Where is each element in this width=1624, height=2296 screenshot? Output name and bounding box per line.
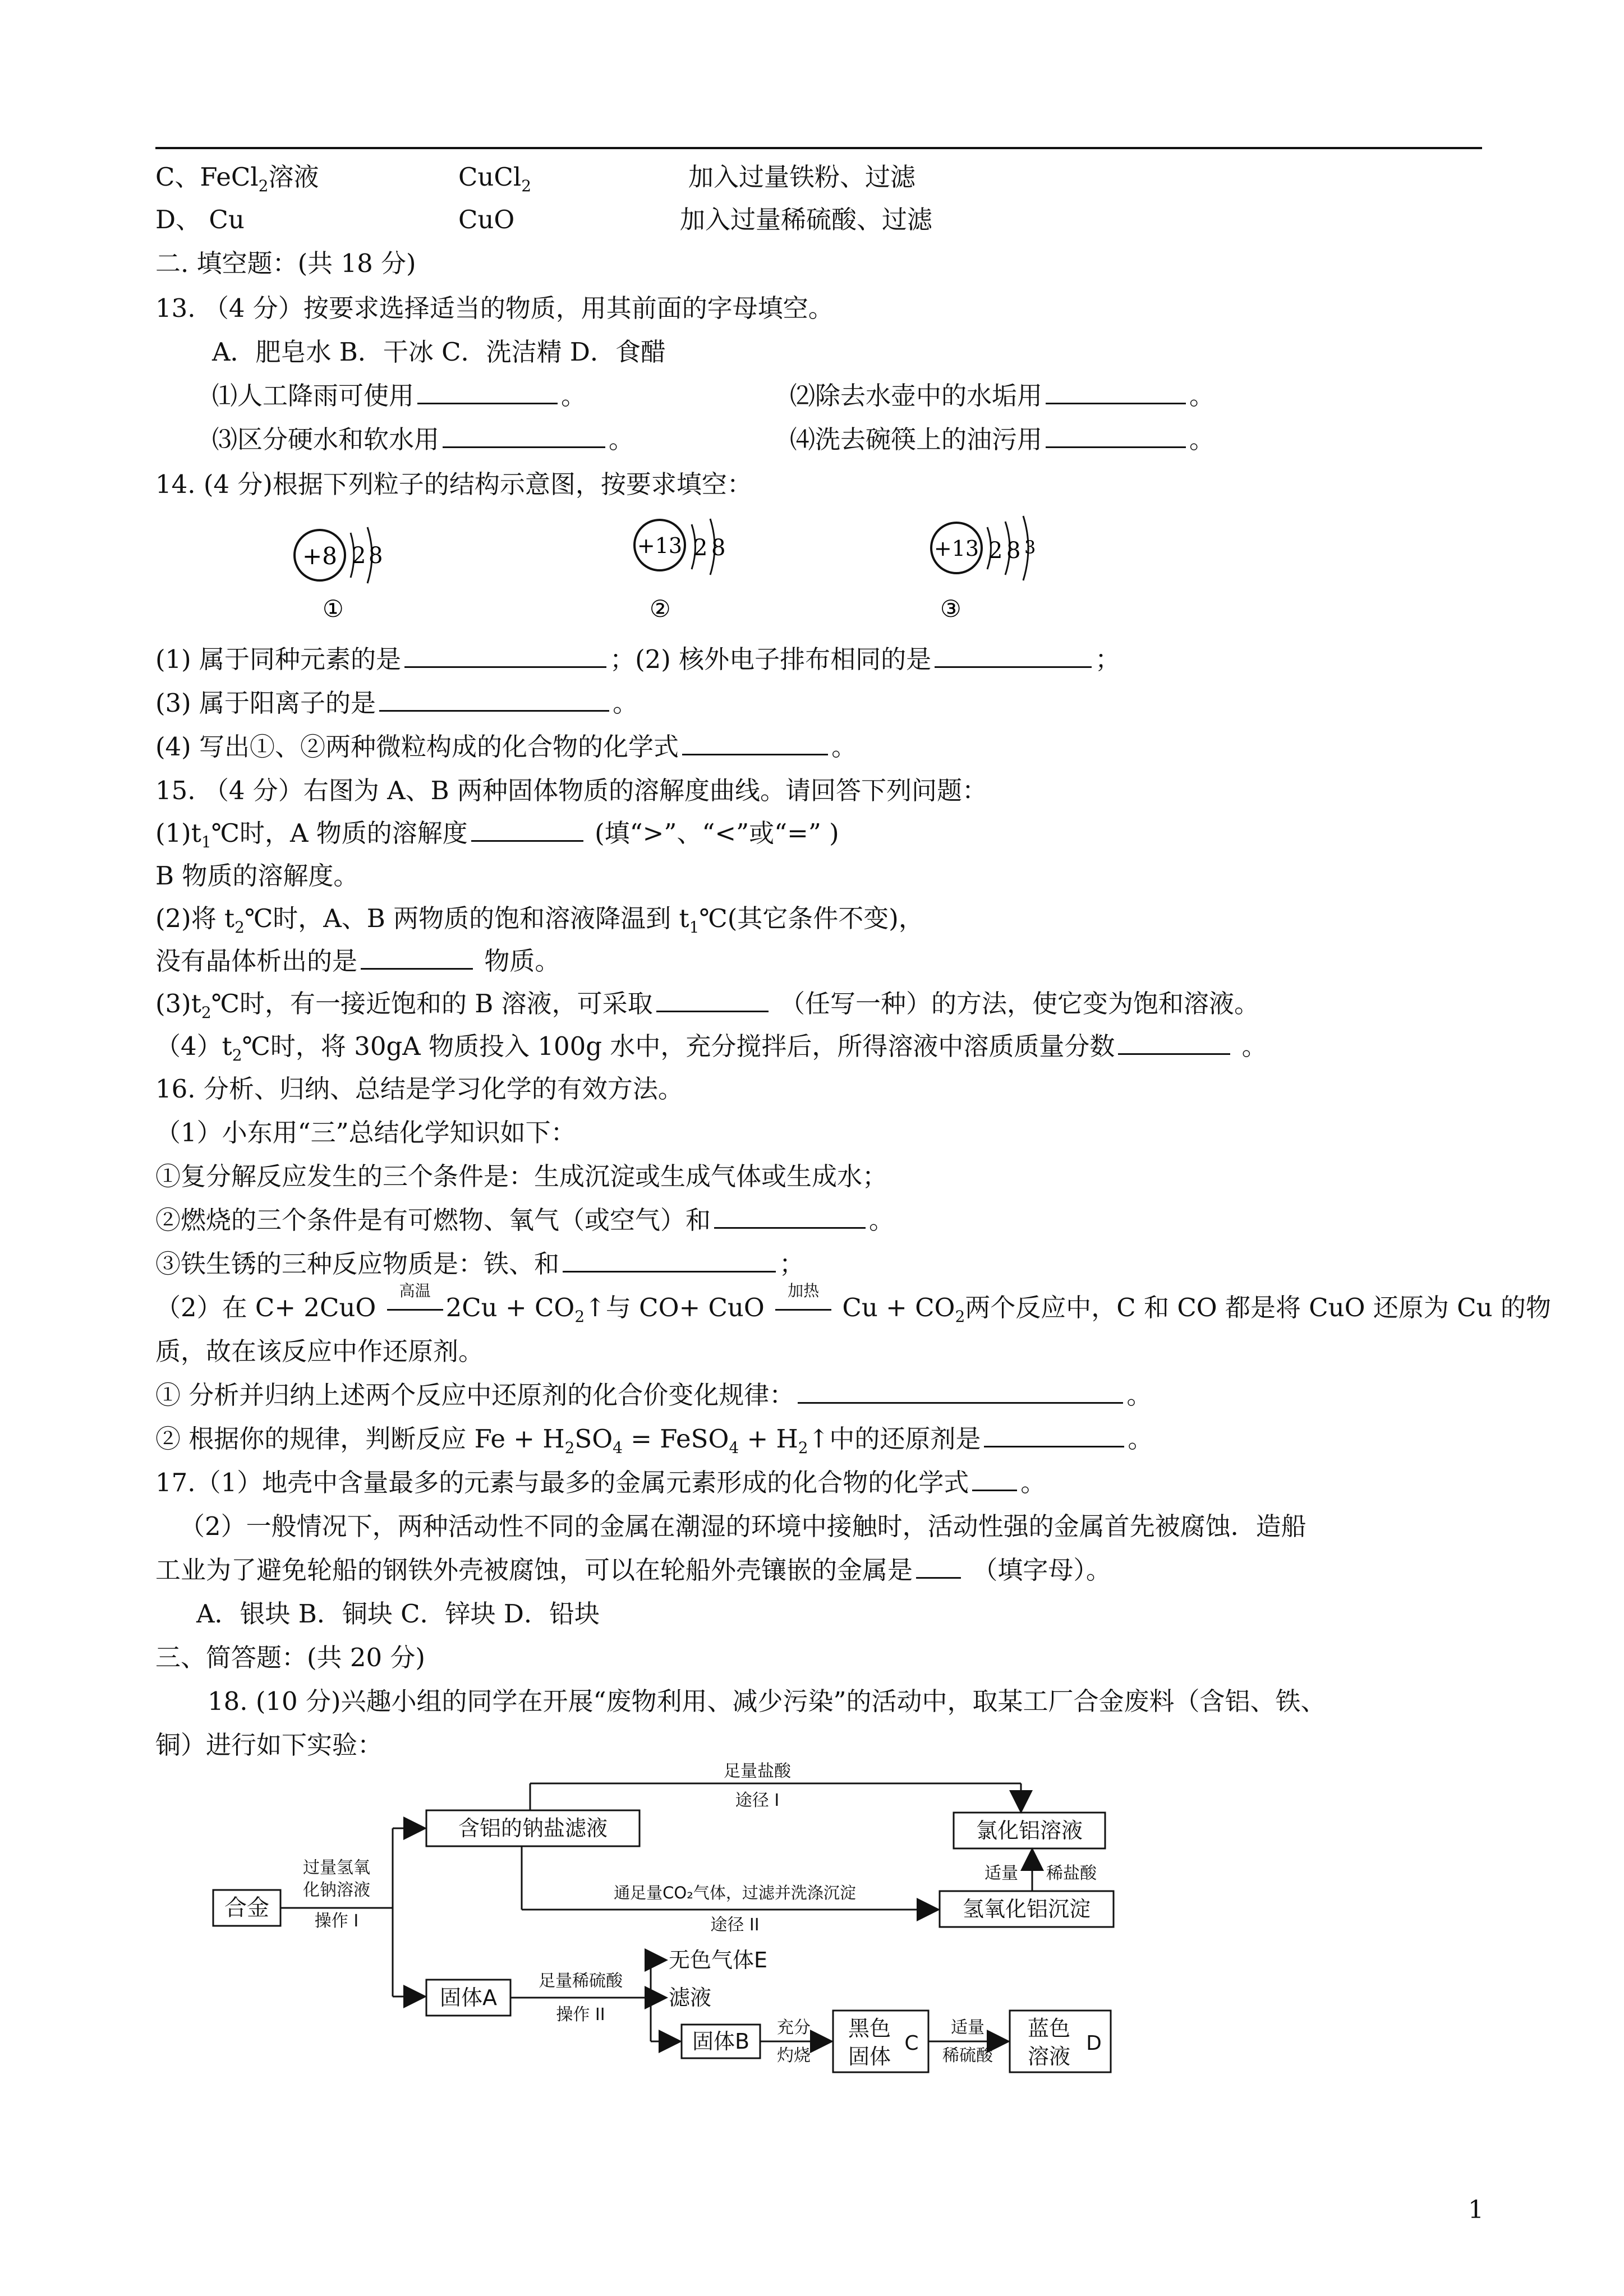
answer-blank[interactable] — [984, 1422, 1124, 1447]
q17-options: A．银块 B．铜块 C．锌块 D．铅块 — [196, 1599, 600, 1629]
label-black-c-a: 黑色 — [848, 2016, 891, 2041]
q16-sub2: （2）在 C+ 2CuO 高温 $2Cu + CO_2↑$与 CO+ CuO 加热 $Cu + CO_2$两个反应中，C 和 CO 都是将 CuO 还原为 Cu 的物 — [155, 1281, 1551, 1326]
answer-blank[interactable] — [1046, 379, 1186, 404]
page-number: 1 — [1468, 2196, 1484, 2224]
label-burn-a: 充分 — [777, 2018, 811, 2037]
shell-electrons: 8 — [369, 543, 383, 569]
shell-electrons: 8 — [711, 535, 726, 561]
label-op2-bot: 操作 II — [556, 2005, 605, 2025]
q16-sub2-cont: 质，故在该反应中作还原剂。 — [155, 1336, 484, 1366]
atom-diagram-3 — [920, 513, 1066, 623]
answer-blank[interactable] — [361, 944, 473, 970]
answer-blank[interactable] — [935, 643, 1092, 668]
q15-part4: $(4)t_2℃$时，将 30gA 物质投入 100g 水中，充分搅拌后，所得溶液中溶质质量分数 。 — [155, 1030, 1267, 1063]
label-solid-b: 固体B — [692, 2029, 750, 2054]
label-op1-mid: 化钠溶液 — [303, 1880, 370, 1900]
reaction-condition-high-temp: 高温 — [384, 1291, 446, 1325]
answer-blank[interactable] — [972, 1466, 1017, 1491]
label-route1-top: 足量盐酸 — [724, 1762, 791, 1781]
answer-blank[interactable] — [563, 1247, 776, 1273]
label-burn-b: 灼烧 — [777, 2046, 811, 2066]
diagram-label: ② — [650, 595, 671, 623]
q15-part1-cont: B 物质的溶解度。 — [155, 861, 359, 891]
shell-electrons: 3 — [1024, 537, 1036, 558]
label-h2so4-b: 稀硫酸 — [942, 2046, 993, 2066]
q15-part2-cont: 没有晶体析出的是 物质。 — [155, 944, 560, 978]
q13-part4: ⑷洗去碗筷上的油污用 。 — [790, 423, 1214, 457]
label-filtrate: 含铝的钠盐滤液 — [458, 1816, 608, 1841]
option-d: D、 Cu CuO 加入过量稀硫酸、过滤 — [155, 205, 933, 234]
atom-diagram-1 — [289, 516, 412, 623]
shell-electrons: 8 — [1006, 538, 1021, 564]
q14-part1-2: (1) 属于同种元素的是 ；(2) 核外电子排布相同的是 ； — [155, 643, 1120, 676]
q15-part1: $(1)t_1℃$时，A 物质的溶解度 (填“>”、“<”或“=” ) — [155, 817, 839, 850]
label-alloy: 合金 — [224, 1895, 269, 1921]
label-filtrate-2: 滤液 — [669, 1985, 712, 2010]
nucleus-charge: +8 — [302, 542, 337, 570]
label-solid-a: 固体A — [440, 1985, 497, 2010]
nucleus-charge: +13 — [933, 536, 979, 561]
label-route1-bot: 途径 I — [735, 1791, 780, 1810]
label-blue-d-c: D — [1086, 2032, 1102, 2055]
q16-stem: 16. 分析、归纳、总结是学习化学的有效方法。 — [155, 1074, 683, 1104]
label-op1-bot: 操作 I — [314, 1911, 359, 1931]
q13-part3: ⑶区分硬水和软水用 。 — [212, 423, 634, 457]
label-black-c-c: C — [904, 2032, 919, 2055]
q16-item1: ①复分解反应发生的三个条件是：生成沉淀或生成气体或生成水； — [155, 1161, 888, 1191]
option-c: C、FeCl$_2$溶液 CuCl$_2$ 加入过量铁粉、过滤 — [155, 162, 916, 195]
section-3-title: 三、简答题：(共 20 分) — [155, 1643, 425, 1672]
q15-stem: 15. （4 分）右图为 A、B 两种固体物质的溶解度曲线。请回答下列问题： — [155, 776, 987, 805]
q13-part2: ⑵除去水壶中的水垢用 。 — [790, 379, 1214, 413]
q13-stem: 13. （4 分）按要求选择适当的物质，用其前面的字母填空。 — [155, 293, 834, 323]
q16-j1: ① 分析并归纳上述两个反应中还原剂的化合价变化规律： 。 — [155, 1378, 1152, 1412]
label-hcl-b: 稀盐酸 — [1046, 1864, 1097, 1883]
q14-stem: 14. (4 分)根据下列粒子的结构示意图，按要求填空： — [155, 469, 752, 499]
label-op1-top: 过量氢氧 — [303, 1858, 370, 1878]
q18-stem: 18. (10 分)兴趣小组的同学在开展“废物利用、减少污染”的活动中，取某工厂合金废料（含铝、铁、 — [208, 1686, 1326, 1716]
answer-blank[interactable] — [1046, 423, 1186, 448]
experiment-flowchart — [208, 1761, 1150, 2075]
nucleus-charge: +13 — [637, 533, 683, 558]
label-black-c-b: 固体 — [848, 2044, 891, 2069]
answer-blank[interactable] — [682, 730, 828, 755]
label-blue-d-b: 溶液 — [1027, 2044, 1071, 2069]
header-rule — [155, 147, 1482, 149]
q16-item3: ③铁生锈的三种反应物质是：铁、和 ； — [155, 1247, 804, 1281]
label-gas-e: 无色气体E — [669, 1948, 768, 1972]
shell-electrons: 2 — [988, 538, 1003, 564]
answer-blank[interactable] — [798, 1378, 1123, 1404]
label-aloh3: 氢氧化铝沉淀 — [962, 1897, 1091, 1921]
shell-electrons: 2 — [352, 543, 366, 569]
q16-j2: ② 根据你的规律，判断反应 $Fe + H_2SO_4$ = FeSO$_4$ + $H_2↑$中的还原剂是 。 — [155, 1422, 1153, 1456]
q13-options: A．肥皂水 B．干冰 C．洗洁精 D．食醋 — [212, 337, 666, 367]
q14-part4: (4) 写出①、②两种微粒构成的化合物的化学式 。 — [155, 730, 857, 764]
q16-sub1: （1）小东用“三”总结化学知识如下： — [155, 1118, 576, 1147]
q14-part3: (3) 属于阳离子的是 。 — [155, 686, 638, 720]
q15-part2: (2)将 $t_2℃$时，A、B 两物质的饱和溶液降温到 $t_1℃$(其它条件不变)， — [155, 903, 924, 937]
answer-blank[interactable] — [379, 686, 609, 712]
answer-blank[interactable] — [471, 817, 583, 842]
answer-blank[interactable] — [1118, 1030, 1230, 1055]
atom-diagram-2 — [627, 516, 756, 623]
q16-item2: ②燃烧的三个条件是有可燃物、氧气（或空气）和 。 — [155, 1204, 894, 1237]
label-alcl3: 氯化铝溶液 — [976, 1818, 1083, 1843]
answer-blank[interactable] — [443, 423, 605, 448]
answer-blank[interactable] — [714, 1204, 866, 1229]
label-op2-top: 足量稀硫酸 — [539, 1971, 623, 1991]
label-hcl-a: 适量 — [984, 1864, 1018, 1883]
diagram-label: ① — [323, 595, 344, 623]
answer-blank[interactable] — [404, 643, 606, 668]
q17-part2-cont: 工业为了避免轮船的钢铁外壳被腐蚀，可以在轮船外壳镶嵌的金属是 （填字母）。 — [155, 1553, 1111, 1587]
answer-blank[interactable] — [417, 379, 558, 404]
reaction-condition-heat: 加热 — [772, 1291, 834, 1325]
q13-part1: ⑴人工降雨可使用 。 — [212, 379, 586, 413]
shell-electrons: 2 — [693, 535, 708, 561]
label-h2so4-a: 适量 — [951, 2018, 984, 2037]
diagram-label: ③ — [940, 595, 961, 623]
q17-part1: 17.（1）地壳中含量最多的元素与最多的金属元素形成的化合物的化学式 。 — [155, 1466, 1046, 1500]
q18-stem-cont: 铜）进行如下实验： — [155, 1730, 383, 1760]
label-blue-d-a: 蓝色 — [1027, 2016, 1071, 2041]
label-route2-top: 通足量CO₂气体，过滤并洗涤沉淀 — [614, 1883, 856, 1902]
q17-part2: （2）一般情况下，两种活动性不同的金属在潮湿的环境中接触时，活动性强的金属首先被腐蚀．造船 — [180, 1511, 1306, 1541]
answer-blank[interactable] — [916, 1553, 961, 1579]
section-2-title: 二. 填空题：(共 18 分) — [155, 248, 416, 278]
label-route2-bot: 途径 II — [710, 1915, 760, 1935]
q15-part3: $(3)t_2℃$时，有一接近饱和的 B 溶液，可采取 （任写一种）的方法，使它变为饱和溶液。 — [155, 987, 1259, 1021]
answer-blank[interactable] — [656, 987, 769, 1012]
